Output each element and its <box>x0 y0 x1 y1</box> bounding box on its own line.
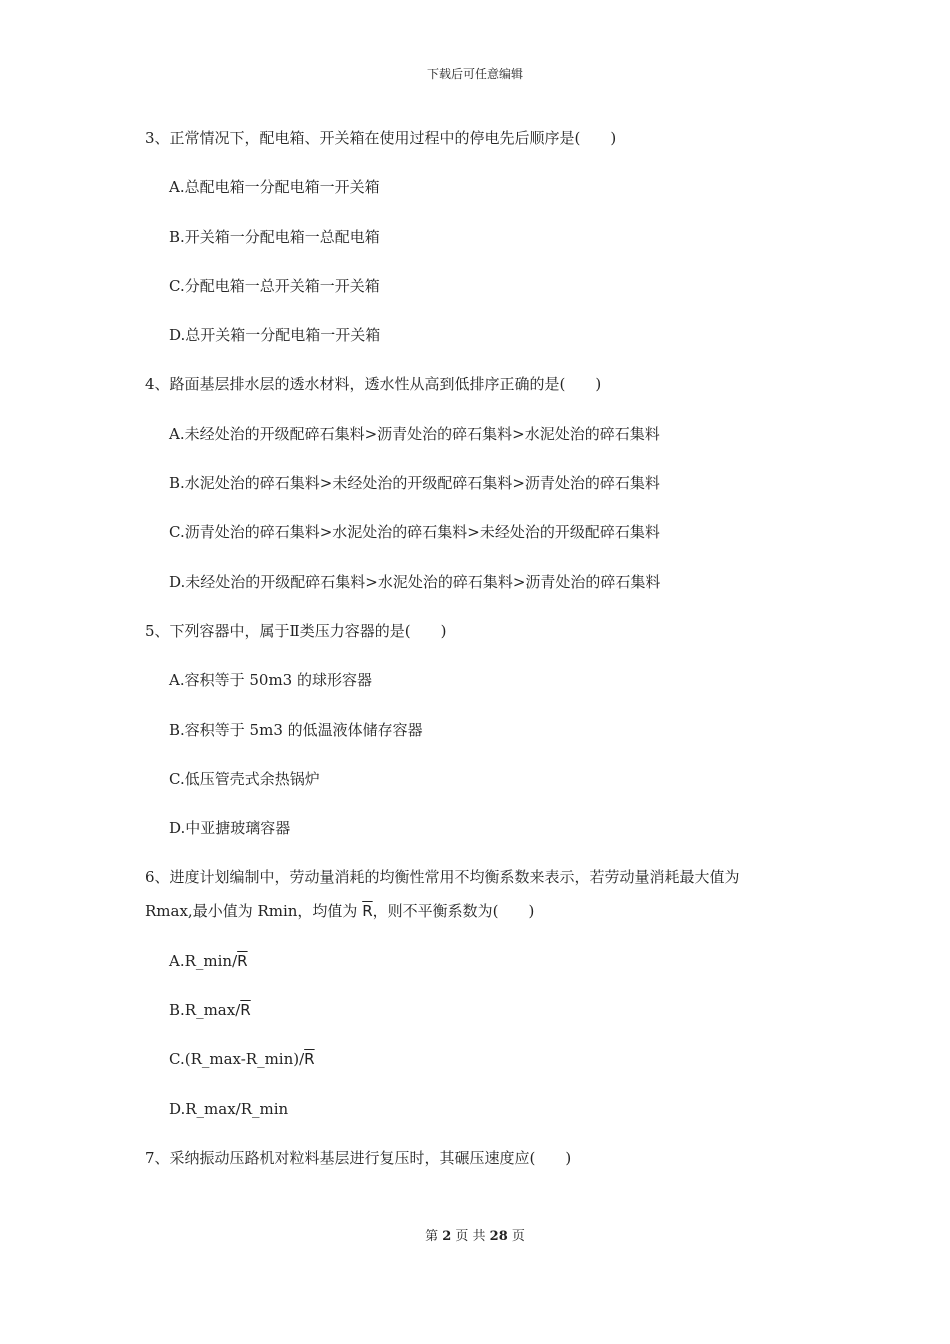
document-body <box>145 123 825 1192</box>
page-footer <box>0 1227 950 1247</box>
option-text: C.(R_max-R_min)/ <box>169 1050 305 1069</box>
option-text: B.R_max/ <box>169 1001 241 1020</box>
question-4-option-d: D.未经处治的开级配碎石集料>水泥处治的碎石集料>沥青处治的碎石集料 <box>169 572 661 591</box>
question-5-option-a: A.容积等于 50m3 的球形容器 <box>169 671 372 690</box>
page-header: 下载后可任意编辑 <box>426 67 523 81</box>
r-bar-symbol: $\overline{R}$ <box>362 902 373 921</box>
question-6-stem-post: ，则不平衡系数为( ) <box>372 902 535 921</box>
r-bar-symbol: $\overline{R}$ <box>304 1050 315 1069</box>
question-3-stem: 3、正常情况下，配电箱、开关箱在使用过程中的停电先后顺序是( ) <box>145 129 617 147</box>
question-3-option-d: D.总开关箱一分配电箱一开关箱 <box>169 326 381 345</box>
question-5-option-c: C.低压管壳式余热锅炉 <box>169 769 320 788</box>
question-3-option-b: B.开关箱一分配电箱一总配电箱 <box>169 227 380 246</box>
question-4-option-a: A.未经处治的开级配碎石集料>沥青处治的碎石集料>水泥处治的碎石集料 <box>169 424 660 443</box>
question-6-stem-line1: 6、进度计划编制中，劳动量消耗的均衡性常用不均衡系数来表示，若劳动量消耗最大值为 <box>145 868 740 887</box>
question-6-stem-line2 <box>145 896 825 926</box>
question-5-option-b: B.容积等于 5m3 的低温液体储存容器 <box>169 720 423 739</box>
question-3-option-a: A.总配电箱一分配电箱一开关箱 <box>169 178 380 197</box>
question-6-option-d <box>145 1094 825 1124</box>
question-7-stem: 7、采纳振动压路机对粒料基层进行复压时，其碾压速度应( ) <box>145 1148 572 1167</box>
current-page-number: 2 <box>442 1229 452 1244</box>
question-5-stem: 5、下列容器中，属于Ⅱ类压力容器的是( ) <box>145 621 447 640</box>
r-bar-symbol: $\overline{R}$ <box>240 1001 251 1020</box>
question-4-stem: 4、路面基层排水层的透水材料，透水性从高到低排序正确的是( ) <box>145 375 602 394</box>
question-4-option-b: B.水泥处治的碎石集料>未经处治的开级配碎石集料>沥青处治的碎石集料 <box>169 474 660 493</box>
question-5-option-d: D.中亚搪玻璃容器 <box>169 819 291 838</box>
question-6-option-c <box>145 1044 825 1074</box>
option-text: A.R_min/ <box>169 951 238 970</box>
question-6-option-b <box>145 995 825 1025</box>
footer-middle: 页 共 <box>451 1229 490 1244</box>
question-6-stem-pre: Rmax,最小值为 Rmin，均值为 <box>145 902 363 921</box>
total-page-number: 28 <box>489 1229 508 1244</box>
question-4-option-c: C.沥青处治的碎石集料>水泥处治的碎石集料>未经处治的开级配碎石集料 <box>169 523 660 542</box>
footer-suffix: 页 <box>507 1229 525 1244</box>
option-text: D.R_max/R_min <box>169 1099 289 1118</box>
question-6-option-a <box>145 946 825 976</box>
footer-prefix: 第 <box>425 1229 443 1244</box>
question-6-stem <box>145 862 825 926</box>
question-3-option-c: C.分配电箱一总开关箱一开关箱 <box>169 276 380 295</box>
r-bar-symbol: $\overline{R}$ <box>237 951 248 970</box>
